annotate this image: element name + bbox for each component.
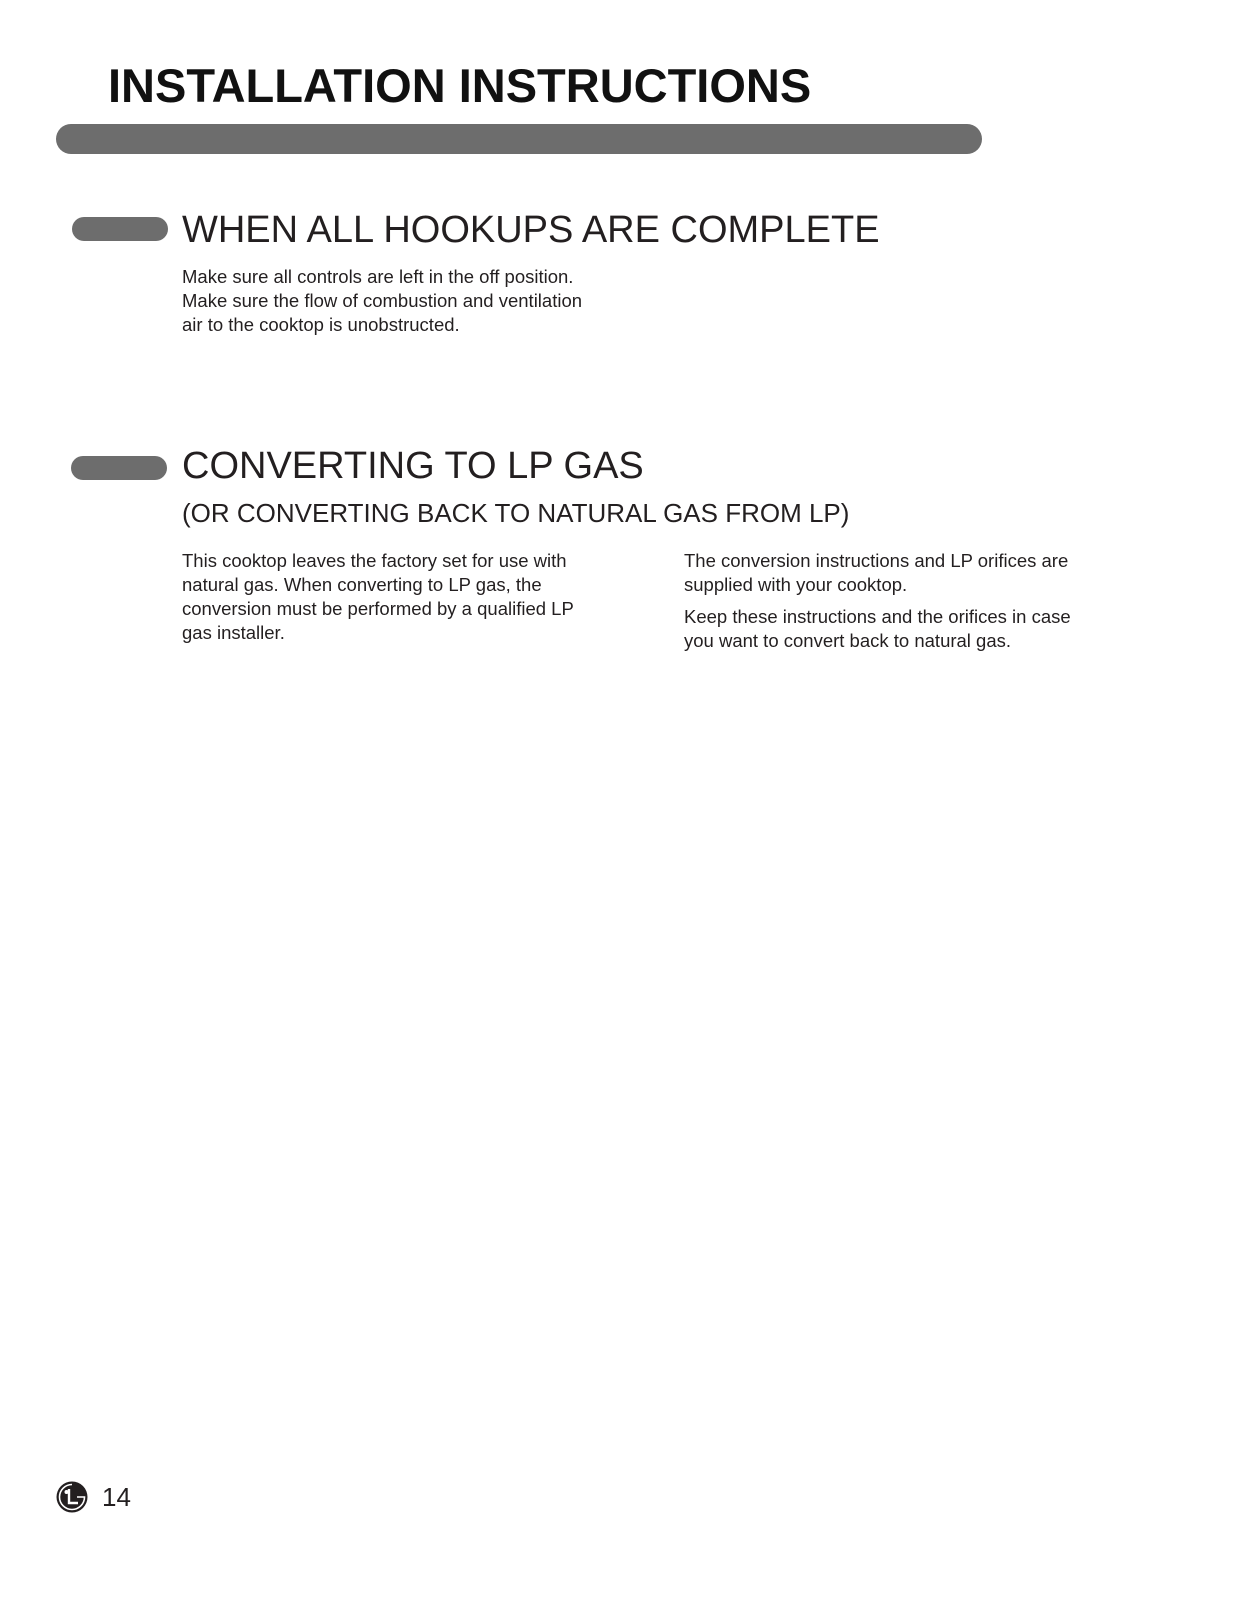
lp-right-line-1: The conversion instructions and LP orifices are — [684, 550, 1069, 571]
lp-right-line-2: supplied with your cooktop. — [684, 574, 908, 595]
section-heading-hookups: WHEN ALL HOOKUPS ARE COMPLETE — [182, 209, 880, 251]
lp-right-line-3: Keep these instructions and the orifices in case — [684, 606, 1071, 627]
hookups-line-2: Make sure the flow of combustion and ventilation — [182, 290, 583, 311]
lg-logo-icon — [56, 1481, 88, 1513]
hookups-paragraph — [182, 265, 582, 337]
page-footer — [56, 1480, 131, 1514]
lp-gas-right-paragraph-1 — [684, 549, 1068, 597]
lp-left-line-1: This cooktop leaves the factory set for use with — [182, 550, 567, 571]
title-divider-bar — [56, 124, 982, 154]
hookups-line-3: air to the cooktop is unobstructed. — [182, 314, 460, 335]
lp-left-line-4: gas installer. — [182, 622, 285, 643]
lp-left-line-2: natural gas. When converting to LP gas, the — [182, 574, 542, 595]
hookups-line-1: Make sure all controls are left in the off position. — [182, 266, 574, 287]
lp-gas-left-paragraph — [182, 549, 574, 645]
lp-left-line-3: conversion must be performed by a qualified LP — [182, 598, 574, 619]
lp-gas-right-paragraph-2 — [684, 605, 1071, 653]
lp-right-line-4: you want to convert back to natural gas. — [684, 630, 1012, 651]
section-heading-lp-gas: CONVERTING TO LP GAS — [182, 445, 644, 487]
section-subheading-lp-gas: (OR CONVERTING BACK TO NATURAL GAS FROM LP) — [182, 498, 850, 528]
page-number: 14 — [102, 1481, 131, 1512]
section-marker-pill — [72, 217, 168, 241]
section-marker-pill — [71, 456, 167, 480]
page-title: INSTALLATION INSTRUCTIONS — [108, 59, 812, 112]
